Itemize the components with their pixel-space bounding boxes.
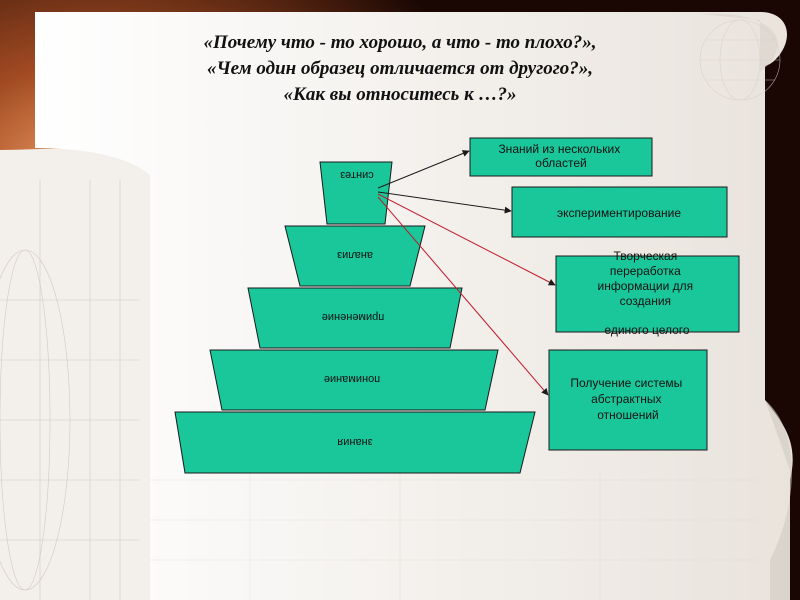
- outcome-box-1: [470, 138, 652, 176]
- outcome-box-line: экспериментирование: [556, 206, 682, 220]
- pyramid-tier-1: [320, 162, 392, 224]
- outcome-box-line: Творческая: [613, 249, 678, 263]
- title-line-1: «Почему что - то хорошо, а что - то плохо?»,: [203, 32, 597, 53]
- outcome-box-line: областей: [535, 156, 587, 170]
- pyramid-tier-5: [175, 412, 535, 473]
- title-line-3: «Как вы относитесь к …?»: [283, 84, 517, 105]
- outcome-box-label: [557, 206, 681, 220]
- outcome-boxes: [470, 138, 739, 450]
- outcome-box-line: создания: [619, 294, 672, 308]
- pyramid-tier-label: синтез: [340, 169, 374, 181]
- pyramid-tier-2: [285, 226, 425, 286]
- outcome-box-4: [549, 350, 707, 450]
- pyramid-tier-label: понимание: [323, 373, 381, 385]
- outcome-box-line: информации для: [597, 279, 694, 293]
- title-line-2: «Чем один образец отличается от другого?»,: [206, 58, 594, 79]
- outcome-box-2: [512, 187, 727, 237]
- outcome-box-line: Знаний из нескольких: [498, 142, 621, 156]
- outcome-box-line: абстрактных: [591, 392, 662, 406]
- pyramid-tier-label: знания: [337, 436, 373, 448]
- outcome-box-line: Получение системы: [570, 376, 683, 390]
- outcome-box-line: отношений: [597, 408, 659, 422]
- outcome-box-line: единого целого: [604, 323, 690, 337]
- pyramid-tier-label: применение: [321, 311, 385, 323]
- pyramid-tier-label: анализ: [337, 249, 373, 261]
- pyramid-tier-4: [210, 350, 498, 410]
- outcome-box-line: переработка: [609, 264, 681, 278]
- pyramid-tier-3: [248, 288, 462, 348]
- arrow-to-box-2: [378, 192, 511, 211]
- outcome-box-3: [556, 249, 739, 337]
